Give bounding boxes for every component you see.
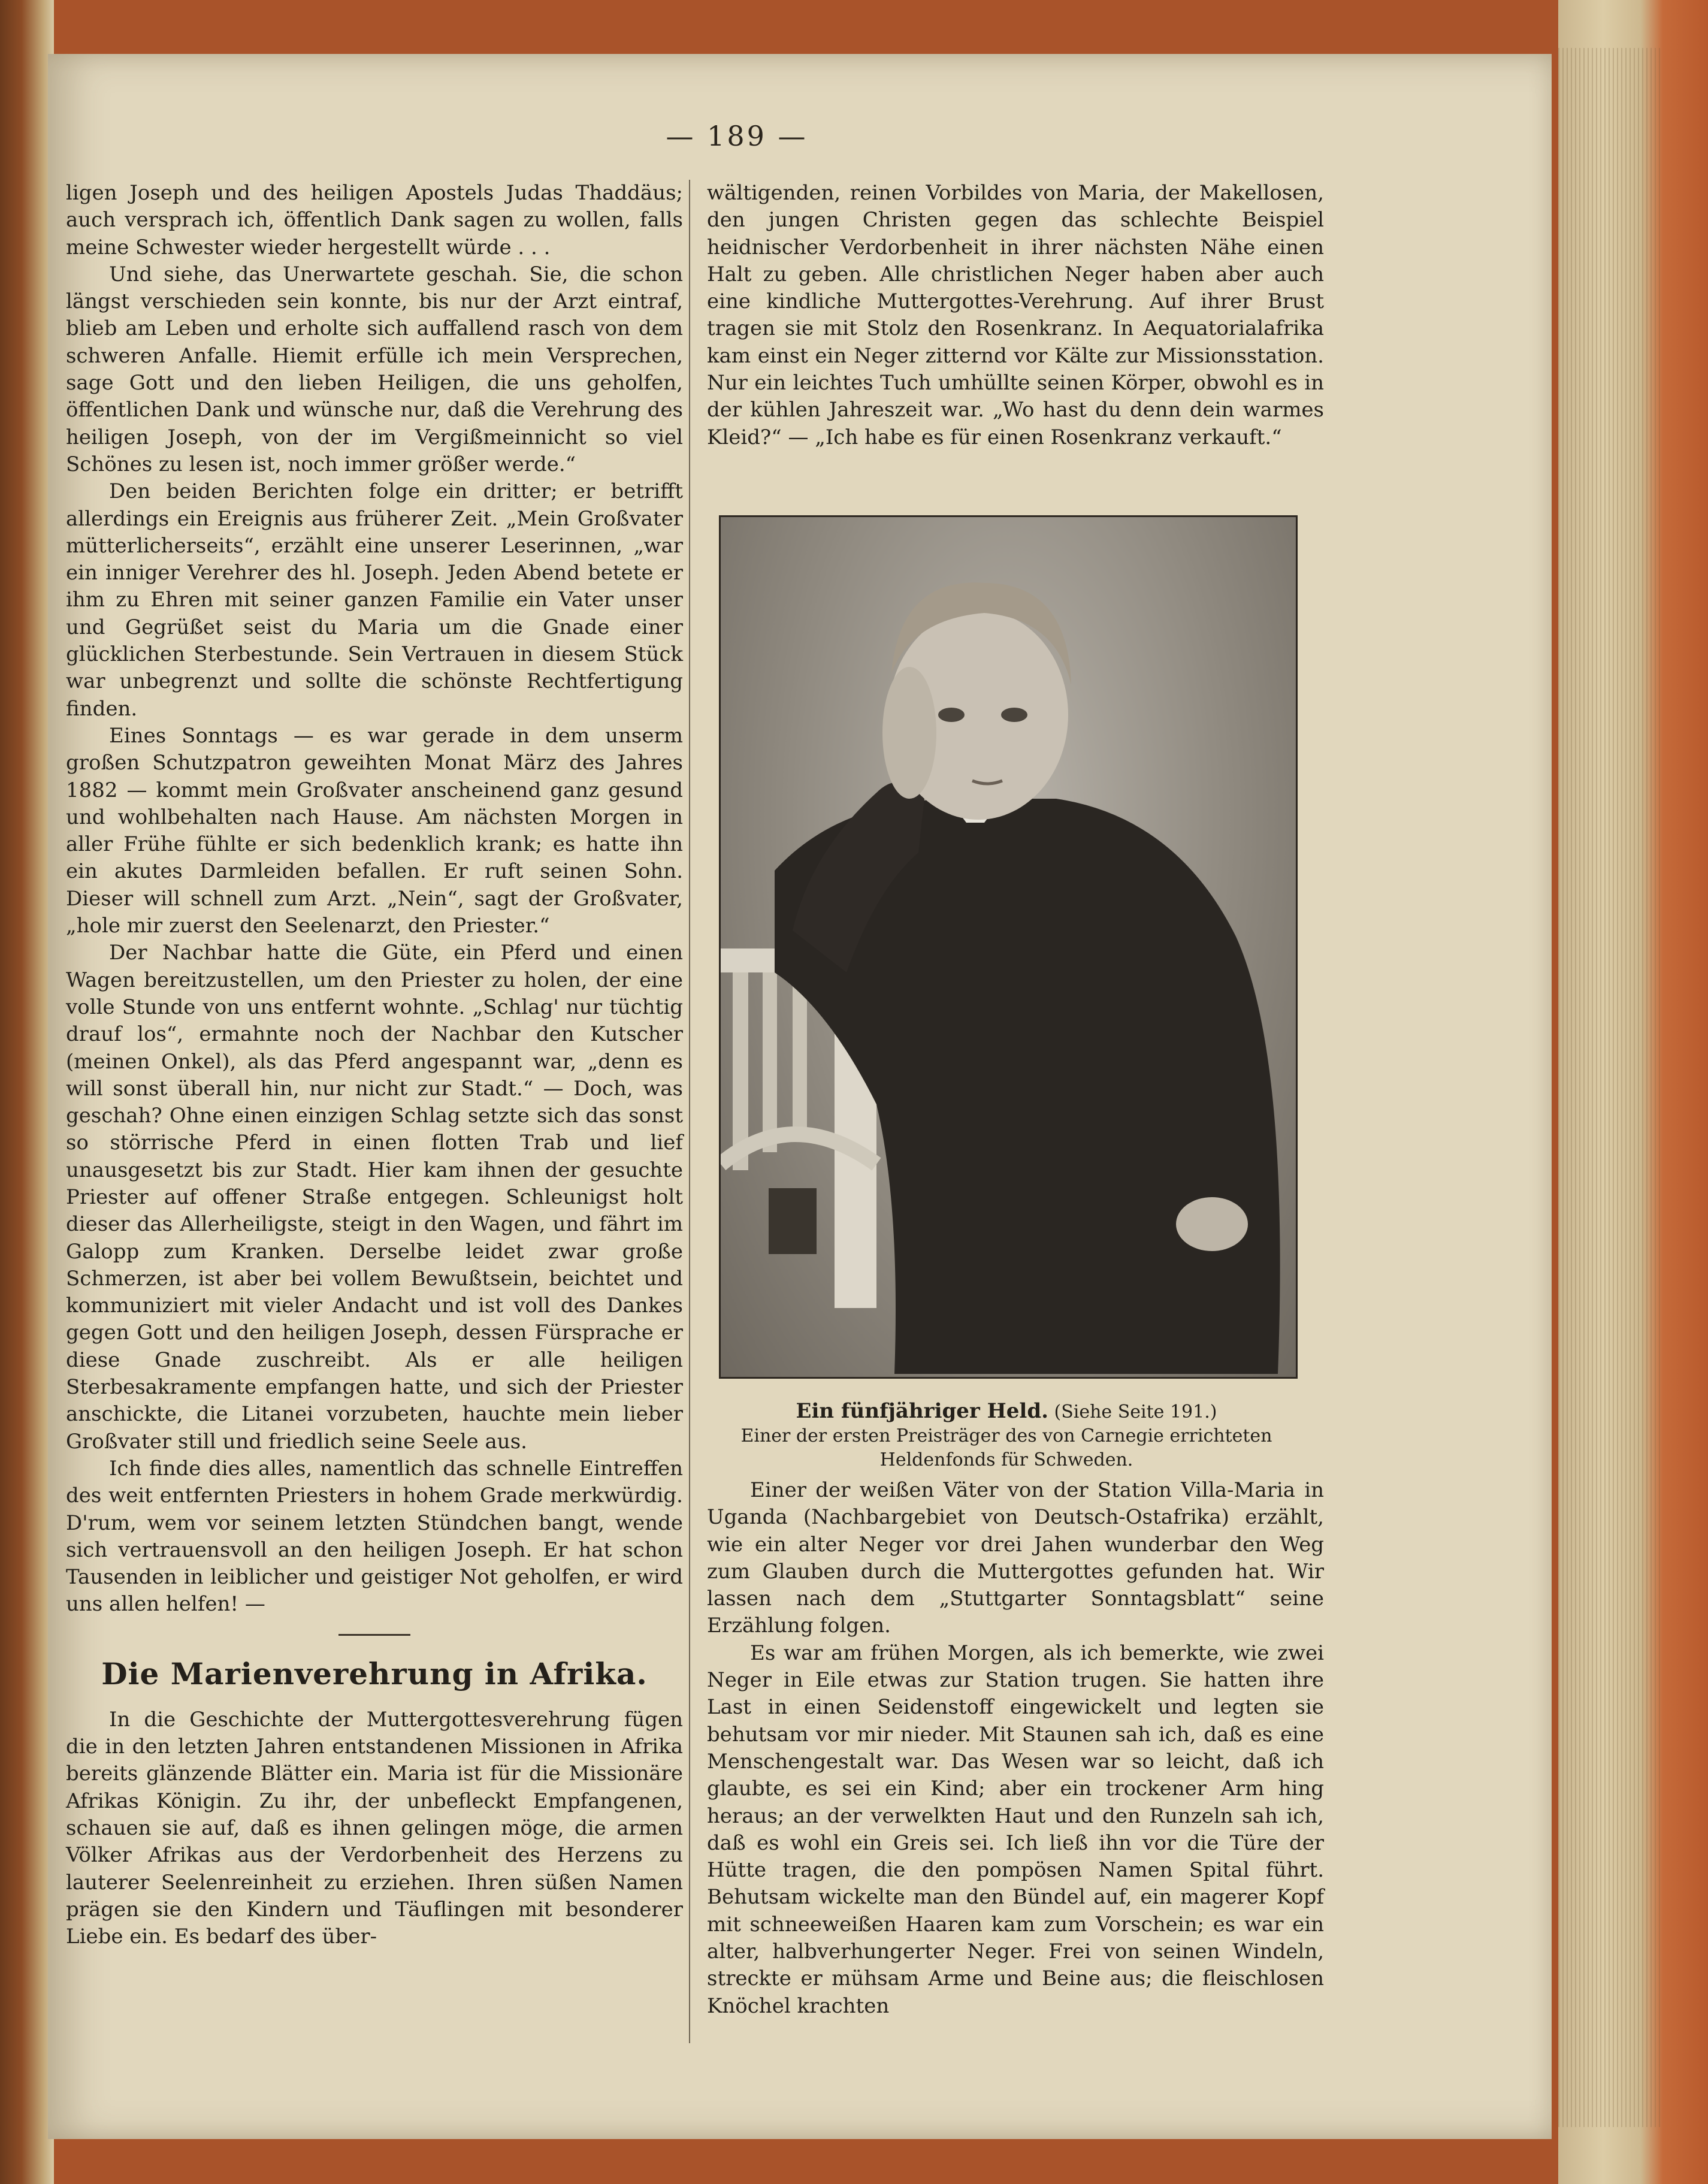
- book-page: [48, 54, 1552, 2139]
- page-number: — 189 —: [666, 120, 808, 152]
- right-column-lower: [707, 1477, 1324, 2020]
- paragraph: Einer der weißen Väter von der Station Villa-Maria in Uganda (Nachbargebiet von Deutsch-Ostafrika) erzählt, wie ein alter Neger vor drei Jahen wunderbar den Weg zum Glauben durch die Muttergottes gefunden hat. Wir lassen nach dem „Stuttgarter Sonntagsblatt“ seine Erzählung folgen.: [707, 1478, 1324, 1638]
- paragraph: wältigenden, reinen Vorbildes von Maria, der Makellosen, den jungen Christen gegen das schlechte Beispiel heidnischer Verdorbenheit in ihrer nächsten Nähe einen Halt zu geben. Alle christlichen Neger haben aber auch eine kindliche Muttergottes-Verehrung. Auf ihrer Brust tragen sie mit Stolz den Rosenkranz. In Aequatorialafrika kam einst ein Neger zitternd vor Kälte zur Missionsstation. Nur ein leichtes Tuch umhüllte seinen Körper, obwohl es in der kühlen Jahreszeit war. „Wo hast du denn dein warmes Kleid?“ — „Ich habe es für einen Rosenkranz verkauft.“: [707, 181, 1324, 449]
- column-divider: [689, 180, 690, 2043]
- caption-reference: (Siehe Seite 191.): [1054, 1401, 1217, 1422]
- paragraph: Ich finde dies alles, namentlich das schnelle Eintreffen des weit entfernten Priesters in hohem Grade merkwürdig. D'rum, wem vor seinem letzten Stündchen bangt, wende sich vertrauensvoll an den heiligen Joseph. Er hat schon Tausenden in leiblicher und geistiger Not geholfen, er wird uns allen helfen! —: [66, 1456, 683, 1617]
- photo-caption: [719, 1399, 1294, 1472]
- paragraph: In die Geschichte der Muttergottesverehrung fügen die in den letzten Jahren entstandenen Missionen in Afrika bereits glänzende Blätter ein. Maria ist für die Missionäre Afrikas Königin. Zu ihr, der unbefleckt Empfangenen, schauen sie auf, daß es ihnen gelingen möge, die armen Völker Afrikas aus der Verdorbenheit des Herzens zu lauterer Seelenreinheit zu erziehen. Ihren süßen Namen prägen sie den Kindern und Täuflingen mit besonderer Liebe ein. Es bedarf des über-: [66, 1707, 683, 1949]
- right-column: [707, 180, 1324, 451]
- paragraph: Eines Sonntags — es war gerade in dem unserm großen Schutzpatron geweihten Monat März des Jahres 1882 — kommt mein Großvater anscheinend ganz gesund und wohlbehalten nach Hause. Am nächsten Morgen in aller Frühe fühlte er sich bedenklich krank; es hatte ihn ein akutes Darmleiden befallen. Er ruft seinen Sohn. Dieser will schnell zum Arzt. „Nein“, sagt der Großvater, „hole mir zuerst den Seelenarzt, den Priester.“: [66, 723, 683, 938]
- paragraph: Es war am frühen Morgen, als ich bemerkte, wie zwei Neger in Eile etwas zur Station trugen. Sie hatten ihre Last in einen Seidenstoff eingewickelt und legten sie behutsam vor mir nieder. Mit Staunen sah ich, daß es eine Menschengestalt war. Das Wesen war so leicht, daß ich glaubte, es sei ein Kind; aber ein trockener Arm hing heraus; an der verwelkten Haut und den Runzeln sah ich, daß es wohl ein Greis sei. Ich ließ ihn vor die Türe der Hütte tragen, die den pompösen Namen Spital führt. Behutsam wickelte man den Bündel auf, ein magerer Kopf mit schneeweißen Haaren kam zum Vorschein; es war ein alter, halbverhungerter Neger. Frei von seinen Windeln, streckte er mühsam Arme und Beine aus; die fleischlosen Knöchel krachten: [707, 1641, 1324, 2018]
- photo-boy-portrait: [719, 515, 1298, 1379]
- section-title: Die Marienverehrung in Afrika.: [101, 1656, 648, 1691]
- book-page-edge: [1558, 0, 1708, 2184]
- caption-title: Ein fünfjähriger Held.: [796, 1399, 1048, 1423]
- boy-figure-illustration: [721, 517, 1296, 1377]
- left-page-edge: [0, 0, 54, 2184]
- paragraph: Und siehe, das Unerwartete geschah. Sie, die schon längst verschieden sein konnte, bis nur der Arzt eintraf, blieb am Leben und erholte sich auffallend rasch von dem schweren Anfalle. Hiemit erfülle ich mein Versprechen, sage Gott und den lieben Heiligen, die uns geholfen, öffentlichen Dank und wünsche nur, daß die Verehrung des heiligen Joseph, von der im Vergißmeinnicht so viel Schönes zu lesen ist, noch immer größer werde.“: [66, 262, 683, 476]
- caption-text: Einer der ersten Preisträger des von Carnegie errichteten Heldenfonds für Schweden.: [740, 1425, 1272, 1470]
- left-column: [66, 180, 683, 1950]
- paragraph: Der Nachbar hatte die Güte, ein Pferd und einen Wagen bereitzustellen, um den Priester zu holen, der eine volle Stunde von uns entfernt wohnte. „Schlag' nur tüchtig drauf los“, ermahnte noch der Nachbar den Kutscher (meinen Onkel), als das Pferd angespannt war, „denn es will sonst überall hin, nur nicht zur Stadt.“ — Doch, was geschah? Ohne einen einzigen Schlag setzte sich das sonst so störrische Pferd in einen flotten Trab und lief unausgesetzt bis zur Stadt. Hier kam ihnen der gesuchte Priester auf offener Straße entgegen. Schleunigst holt dieser das Allerheiligste, steigt in den Wagen, und fährt im Galopp zum Kranken. Derselbe leidet zwar große Schmerzen, ist aber bei vollem Bewußtsein, beichtet und kommuniziert mit vieler Andacht und ist voll des Dankes gegen Gott und den heiligen Joseph, dessen Fürsprache er diese Gnade zuschreibt. Als er alle heiligen Sterbesakramente empfangen hatte, und sich der Priester anschickte, die Litanei vorzubeten, hauchte mein lieber Großvater still und friedlich seine Seele aus.: [66, 941, 683, 1454]
- paragraph: Den beiden Berichten folge ein dritter; er betrifft allerdings ein Ereignis aus früherer Zeit. „Mein Großvater mütterlicherseits“, erzählt eine unserer Leserinnen, „war ein inniger Verehrer des hl. Joseph. Jeden Abend betete er ihm zu Ehren mit seiner ganzen Familie ein Vater unser und Gegrüßet seist du Maria um die Gnade einer glücklichen Sterbestunde. Sein Vertrauen in diesem Stück war unbegrenzt und sollte die schönste Rechtfertigung finden.: [66, 479, 683, 721]
- paragraph: ligen Joseph und des heiligen Apostels Judas Thaddäus; auch versprach ich, öffentlich Dank sagen zu wollen, falls meine Schwester wieder hergestellt würde . . .: [66, 181, 683, 259]
- section-divider: [338, 1634, 410, 1636]
